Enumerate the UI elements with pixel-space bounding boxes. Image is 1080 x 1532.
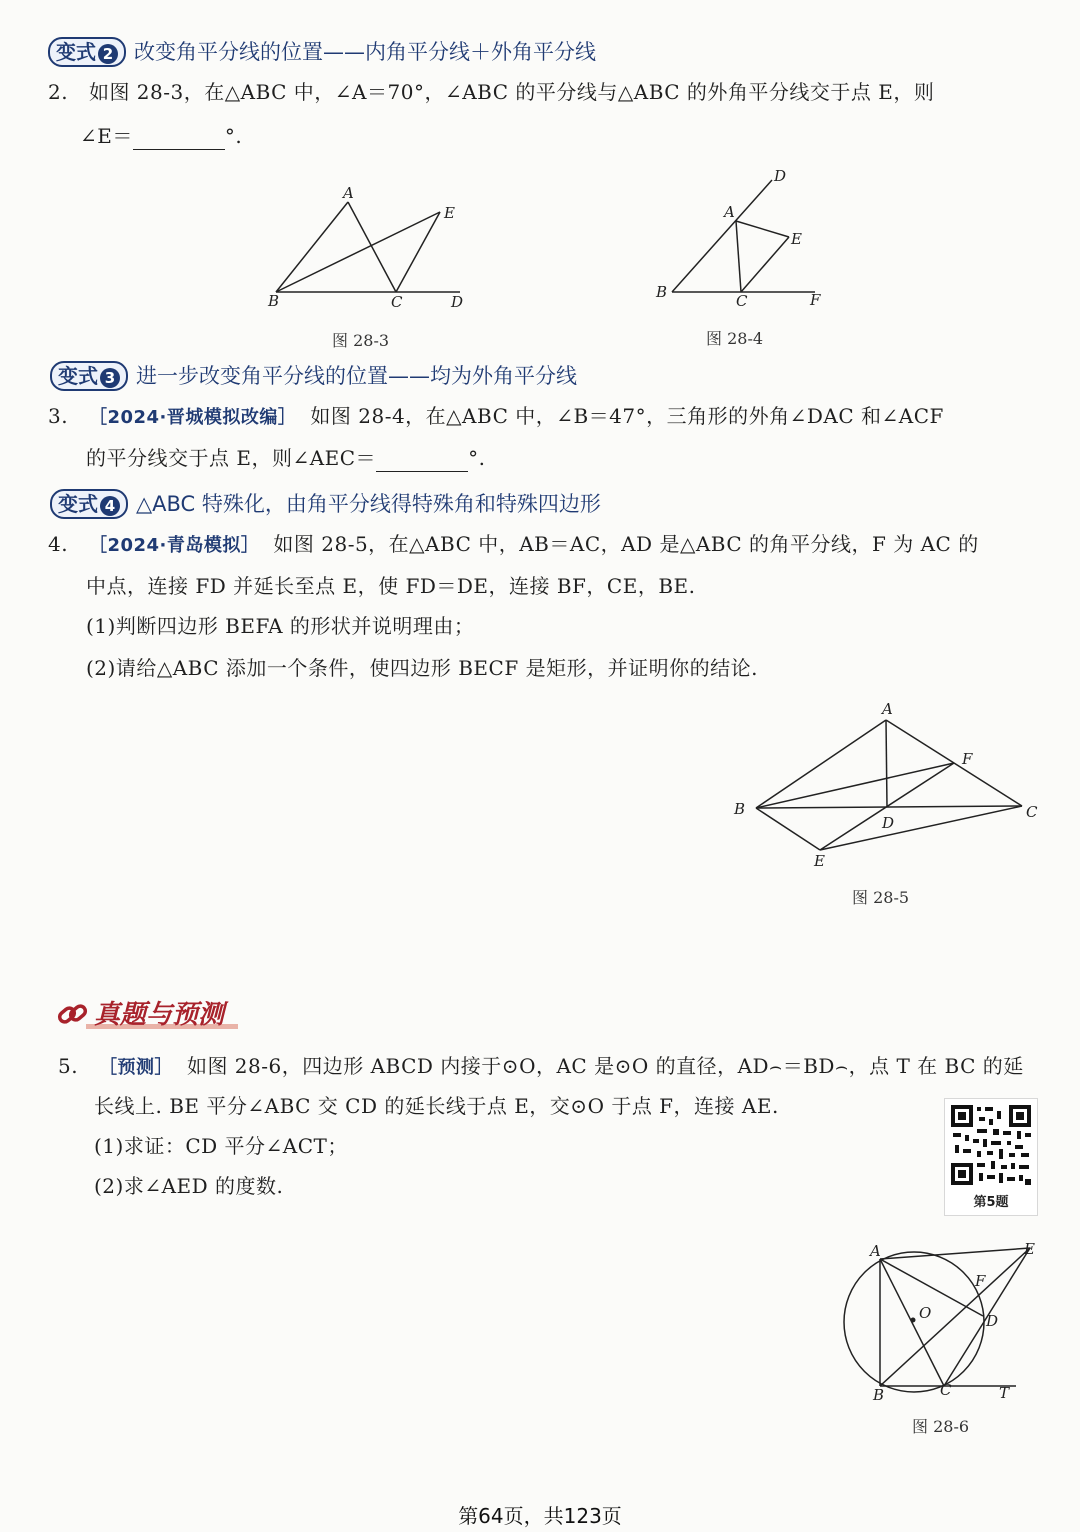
question-source: ［2024·晋城模拟改编］ — [88, 407, 297, 428]
variant-title: △ABC 特殊化，由角平分线得特殊角和特殊四边形 — [136, 492, 601, 516]
line-ce — [741, 237, 789, 292]
center-dot — [911, 1318, 916, 1323]
line-be — [276, 212, 440, 292]
label-b: B — [656, 283, 668, 301]
question-4-line-2: 中点，连接 FD 并延长至点 E，使 FD＝DE，连接 BF，CE，BE. — [86, 574, 696, 598]
label-a: A — [343, 184, 354, 202]
section-title: 真题与预测 — [94, 1000, 225, 1030]
question-number: 2. — [48, 80, 69, 104]
line-ac — [348, 202, 396, 292]
question-5-part-1: (1)求证：CD 平分∠ACT； — [94, 1134, 348, 1158]
question-2-line-2: ∠E＝ °. — [80, 124, 243, 148]
question-5-line-2: 长线上. BE 平分∠ABC 交 CD 的延长线于点 E，交⊙O 于点 F，连接 AE. — [94, 1094, 779, 1118]
variant-title: 进一步改变角平分线的位置——均为外角平分线 — [136, 364, 577, 388]
line-ae — [736, 221, 789, 237]
line-bf — [756, 763, 954, 808]
line-ce — [820, 806, 1022, 850]
variant-title: 改变角平分线的位置——内角平分线＋外角平分线 — [134, 40, 596, 64]
question-5-part-2: (2)求∠AED 的度数. — [94, 1174, 284, 1198]
label-b: B — [268, 292, 280, 310]
label-b: B — [873, 1386, 885, 1404]
figure-28-5 — [730, 698, 1050, 874]
figure-28-6-caption: 图 28-6 — [912, 1417, 970, 1436]
section-header — [56, 994, 246, 1032]
line-be — [756, 808, 820, 850]
figure-28-6 — [836, 1236, 1046, 1406]
label-f: F — [962, 750, 973, 768]
label-b: B — [734, 800, 746, 818]
label-e: E — [791, 230, 802, 248]
answer-blank[interactable] — [376, 471, 468, 472]
label-e: E — [1024, 1240, 1035, 1258]
line-ac — [736, 221, 741, 292]
line-bd — [672, 180, 772, 292]
label-d: D — [451, 293, 464, 311]
variant-3-header — [50, 360, 577, 391]
figure-28-3 — [260, 180, 480, 320]
label-d: D — [986, 1312, 999, 1330]
label-f: F — [975, 1272, 986, 1290]
label-d: D — [774, 167, 787, 185]
qr-code-icon — [951, 1105, 1031, 1185]
question-number: 3. — [48, 404, 69, 428]
question-text: 如图 28-3，在△ABC 中，∠A＝70°，∠ABC 的平分线与△ABC 的外角平分线交于点 E，则 — [88, 80, 935, 104]
label-f: F — [810, 291, 821, 309]
label-t: T — [999, 1384, 1010, 1402]
label-d: D — [882, 814, 895, 832]
qr-caption: 第5题 — [973, 1195, 1009, 1210]
label-c: C — [391, 293, 403, 311]
variant-badge: 变式 3 — [50, 361, 128, 391]
figure-28-4 — [650, 165, 830, 320]
question-source: ［2024·青岛模拟］ — [88, 535, 260, 556]
figure-28-4-caption: 图 28-4 — [706, 329, 764, 348]
label-e: E — [444, 204, 455, 222]
figure-28-3-caption: 图 28-3 — [332, 331, 390, 350]
question-2-line-1 — [48, 78, 934, 106]
label-e: E — [814, 852, 825, 870]
label-a: A — [724, 203, 735, 221]
label-a: A — [870, 1242, 881, 1260]
line-be — [880, 1248, 1030, 1386]
line-ad — [886, 720, 887, 807]
question-3-line-1 — [48, 402, 944, 432]
line-ac — [880, 1259, 944, 1386]
answer-blank[interactable] — [133, 149, 225, 150]
variant-badge: 变式 2 — [48, 37, 126, 67]
page-footer: 第64页，共123页 — [458, 1504, 622, 1528]
question-number: 5. — [58, 1054, 79, 1078]
variant-4-header — [50, 488, 601, 519]
label-c: C — [736, 292, 748, 310]
label-a: A — [882, 700, 893, 718]
line-bc — [756, 806, 1022, 808]
line-ce — [396, 212, 440, 292]
variant-2-header — [48, 36, 596, 67]
variant-badge: 变式 4 — [50, 489, 128, 519]
line-ba — [756, 720, 886, 808]
label-c: C — [1026, 803, 1038, 821]
question-source: ［预测］ — [98, 1057, 173, 1078]
question-4-line-1 — [48, 530, 979, 560]
question-text: 如图 28-4，在△ABC 中，∠B＝47°，三角形的外角∠DAC 和∠ACF — [310, 404, 944, 428]
label-c: C — [940, 1381, 952, 1399]
link-icon — [56, 1000, 90, 1028]
line-ba — [276, 202, 348, 292]
question-text: 如图 28-6，四边形 ABCD 内接于⊙O，AC 是⊙O 的直径，AD⌢＝BD⌢，点 T 在 BC 的延 — [186, 1054, 1024, 1078]
question-text: 如图 28-5，在△ABC 中，AB＝AC，AD 是△ABC 的角平分线，F 为 AC 的 — [273, 532, 979, 556]
question-5-line-1 — [58, 1052, 1024, 1082]
figure-28-5-caption: 图 28-5 — [852, 888, 910, 907]
question-3-line-2: 的平分线交于点 E，则∠AEC＝ °. — [86, 446, 486, 470]
question-4-part-2: (2)请给△ABC 添加一个条件，使四边形 BECF 是矩形，并证明你的结论. — [86, 656, 758, 680]
qr-code-box[interactable] — [944, 1098, 1038, 1216]
question-number: 4. — [48, 532, 69, 556]
line-ad — [880, 1259, 983, 1316]
question-4-part-1: (1)判断四边形 BEFA 的形状并说明理由； — [86, 614, 475, 638]
label-o: O — [919, 1304, 932, 1322]
